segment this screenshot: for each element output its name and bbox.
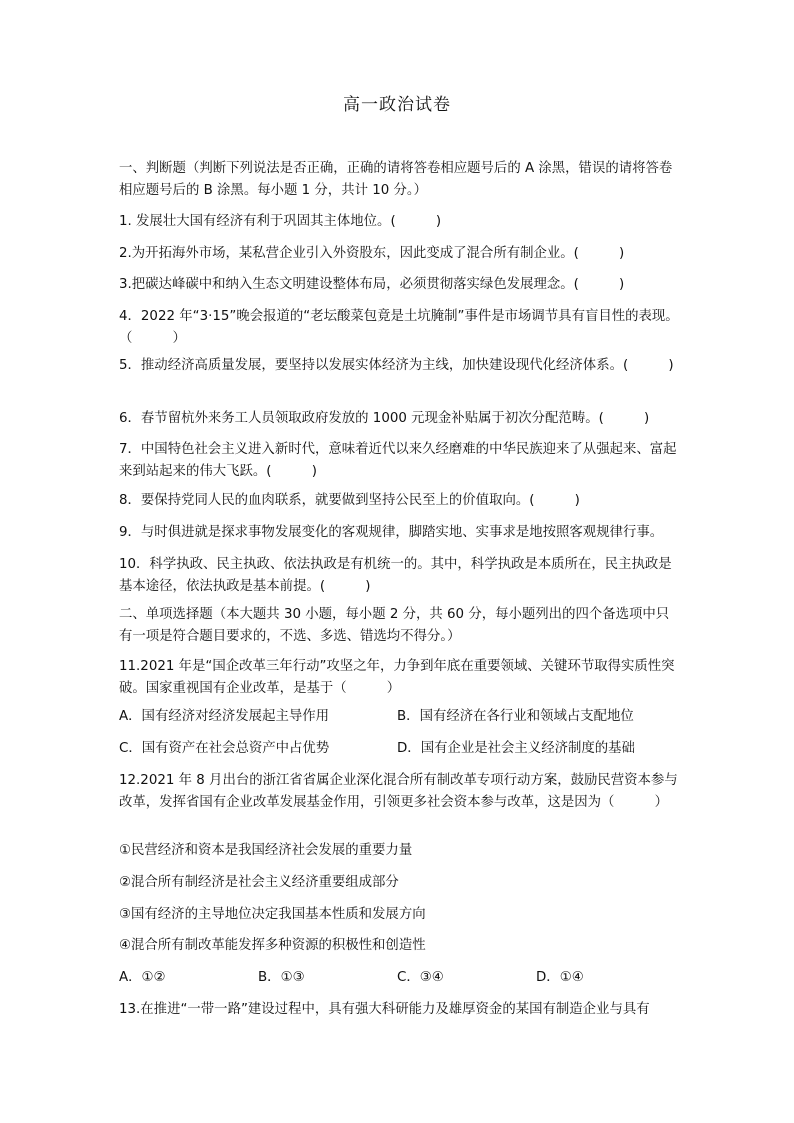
judgement-item-10: 10．科学执政、民主执政、依法执政是有机统一的。其中，科学执政是本质所在，民主执政是基本途径，依法执政是基本前提。( ) <box>119 557 672 594</box>
question-12-statement-3: ③国有经济的主导地位决定我国基本性质和发展方向 <box>119 907 426 922</box>
section2-heading: 二、单项选择题（本大题共 30 小题，每小题 2 分，共 60 分，每小题列出的四个备选项中只有一项是符合题目要求的，不选、多选、错选均不得分。） <box>119 607 670 644</box>
question-12-stem: 12.2021 年 8 月出台的浙江省省属企业深化混合所有制改革专项行动方案，鼓励民营资本参与改革，发挥省国有企业改革发展基金作用，引领更多社会资本参与改革，这是因为（ ） <box>119 773 678 810</box>
question-12-statement-4: ④混合所有制改革能发挥多种资源的积极性和创造性 <box>119 938 426 953</box>
question-12-option-b: B．①③ <box>258 970 305 985</box>
question-12-statement-1: ①民营经济和资本是我国经济社会发展的重要力量 <box>119 843 413 858</box>
question-11-option-c: C．国有资产在社会总资产中占优势 <box>119 741 330 756</box>
question-12-option-c: C．③④ <box>397 970 444 985</box>
question-12-statement-2: ②混合所有制经济是社会主义经济重要组成部分 <box>119 875 399 890</box>
question-11-option-d: D．国有企业是社会主义经济制度的基础 <box>397 741 635 756</box>
question-12-option-a: A．①② <box>119 970 166 985</box>
judgement-item-2: 2.为开拓海外市场，某私营企业引入外资股东，因此变成了混合所有制企业。( ) <box>119 246 625 261</box>
question-11-stem: 11.2021 年是“国企改革三年行动”攻坚之年，力争到年底在重要领域、关键环节取得实质性突破。国家重视国有企业改革，是基于（ ） <box>119 659 675 696</box>
judgement-item-9: 9．与时俱进就是探求事物发展变化的客观规律，脚踏实地、实事求是地按照客观规律行事。 <box>119 525 664 540</box>
judgement-item-8: 8．要保持党同人民的血肉联系，就要做到坚持公民至上的价值取向。( ) <box>119 493 580 508</box>
judgement-item-6: 6．春节留杭外来务工人员领取政府发放的 1000 元现金补贴属于初次分配范畴。( ) <box>119 411 650 426</box>
question-11-option-a: A．国有经济对经济发展起主导作用 <box>119 709 330 724</box>
judgement-item-7: 7．中国特色社会主义进入新时代，意味着近代以来久经磨难的中华民族迎来了从强起来、富起来到站起来的伟大飞跃。( ) <box>119 442 677 479</box>
judgement-item-3: 3.把碳达峰碳中和纳入生态文明建设整体布局，必须贯彻落实绿色发展理念。( ) <box>119 277 625 292</box>
question-12-option-d: D．①④ <box>536 970 584 985</box>
judgement-item-5: 5．推动经济高质量发展，要坚持以发展实体经济为主线，加快建设现代化经济体系。( ) <box>119 358 674 373</box>
judgement-item-1: 1. 发展壮大国有经济有利于巩固其主体地位。( ) <box>119 214 442 229</box>
question-11-option-b: B．国有经济在各行业和领域占支配地位 <box>397 709 634 724</box>
question-13-stem: 13.在推进“一带一路”建设过程中，具有强大科研能力及雄厚资金的某国有制造企业与具有 <box>119 1002 650 1017</box>
page-title: 高一政治试卷 <box>343 95 451 115</box>
judgement-item-4: 4．2022 年“3·15”晚会报道的“老坛酸菜包竟是土坑腌制”事件是市场调节具有盲目性的表现。（ ） <box>119 309 679 346</box>
section1-heading: 一、判断题（判断下列说法是否正确，正确的请将答卷相应题号后的 A 涂黑，错误的请将答卷相应题号后的 B 涂黑。每小题 1 分，共计 10 分。） <box>119 161 673 198</box>
